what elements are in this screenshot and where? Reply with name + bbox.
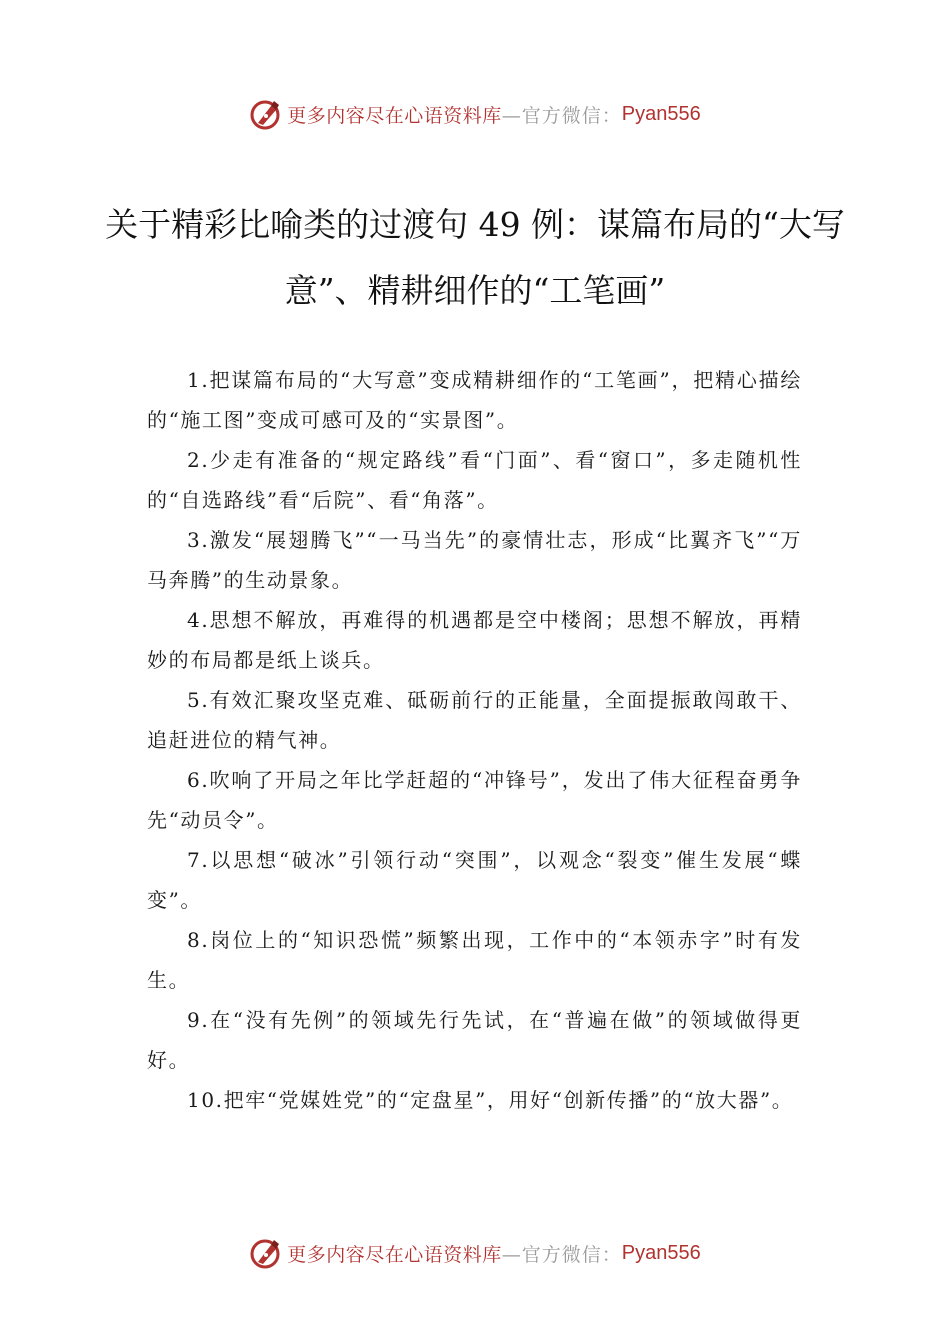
list-item: 5.有效汇聚攻坚克难、砥砺前行的正能量，全面提振敢闯敢干、追赶进位的精气神。: [147, 688, 802, 752]
list-item: 6.吹响了开局之年比学赶超的“冲锋号”，发出了伟大征程奋勇争先“动员令”。: [147, 768, 802, 832]
list-item: 2.少走有准备的“规定路线”看“门面”、看“窗口”，多走随机性的“自选路线”看“后院”、看“角落”。: [147, 448, 802, 512]
list-item: 10.把牢“党媒姓党”的“定盘星”，用好“创新传播”的“放大器”。: [187, 1088, 794, 1112]
brand-text: 更多内容尽在心语资料库: [287, 104, 502, 127]
wechat-id: Pyan556: [621, 1241, 701, 1264]
content-list: [147, 360, 802, 1120]
pen-nib-logo-icon: [249, 97, 283, 131]
list-item: 3.激发“展翅腾飞”“一马当先”的豪情壮志，形成“比翼齐飞”“万马奔腾”的生动景象。: [147, 528, 802, 592]
document-title: 关于精彩比喻类的过渡句 49 例：谋篇布局的“大写意”、精耕细作的“工笔画”: [105, 205, 845, 310]
footer-banner: [0, 1233, 950, 1273]
list-item: 8.岗位上的“知识恐慌”频繁出现，工作中的“本领赤字”时有发生。: [147, 928, 802, 992]
header-banner: [0, 94, 950, 134]
wechat-label: —官方微信：: [501, 104, 622, 127]
brand-text: 更多内容尽在心语资料库: [287, 1243, 502, 1266]
list-item: 4.思想不解放，再难得的机遇都是空中楼阁；思想不解放，再精妙的布局都是纸上谈兵。: [147, 608, 802, 672]
wechat-id: Pyan556: [621, 102, 701, 125]
wechat-label: —官方微信：: [501, 1243, 622, 1266]
list-item: 1.把谋篇布局的“大写意”变成精耕细作的“工笔画”，把精心描绘的“施工图”变成可感可及的“实景图”。: [147, 368, 802, 432]
list-item: 7.以思想“破冰”引领行动“突围”，以观念“裂变”催生发展“蝶变”。: [147, 848, 802, 912]
list-item: 9.在“没有先例”的领域先行先试，在“普遍在做”的领域做得更好。: [147, 1008, 802, 1072]
pen-nib-logo-icon: [249, 1236, 283, 1270]
